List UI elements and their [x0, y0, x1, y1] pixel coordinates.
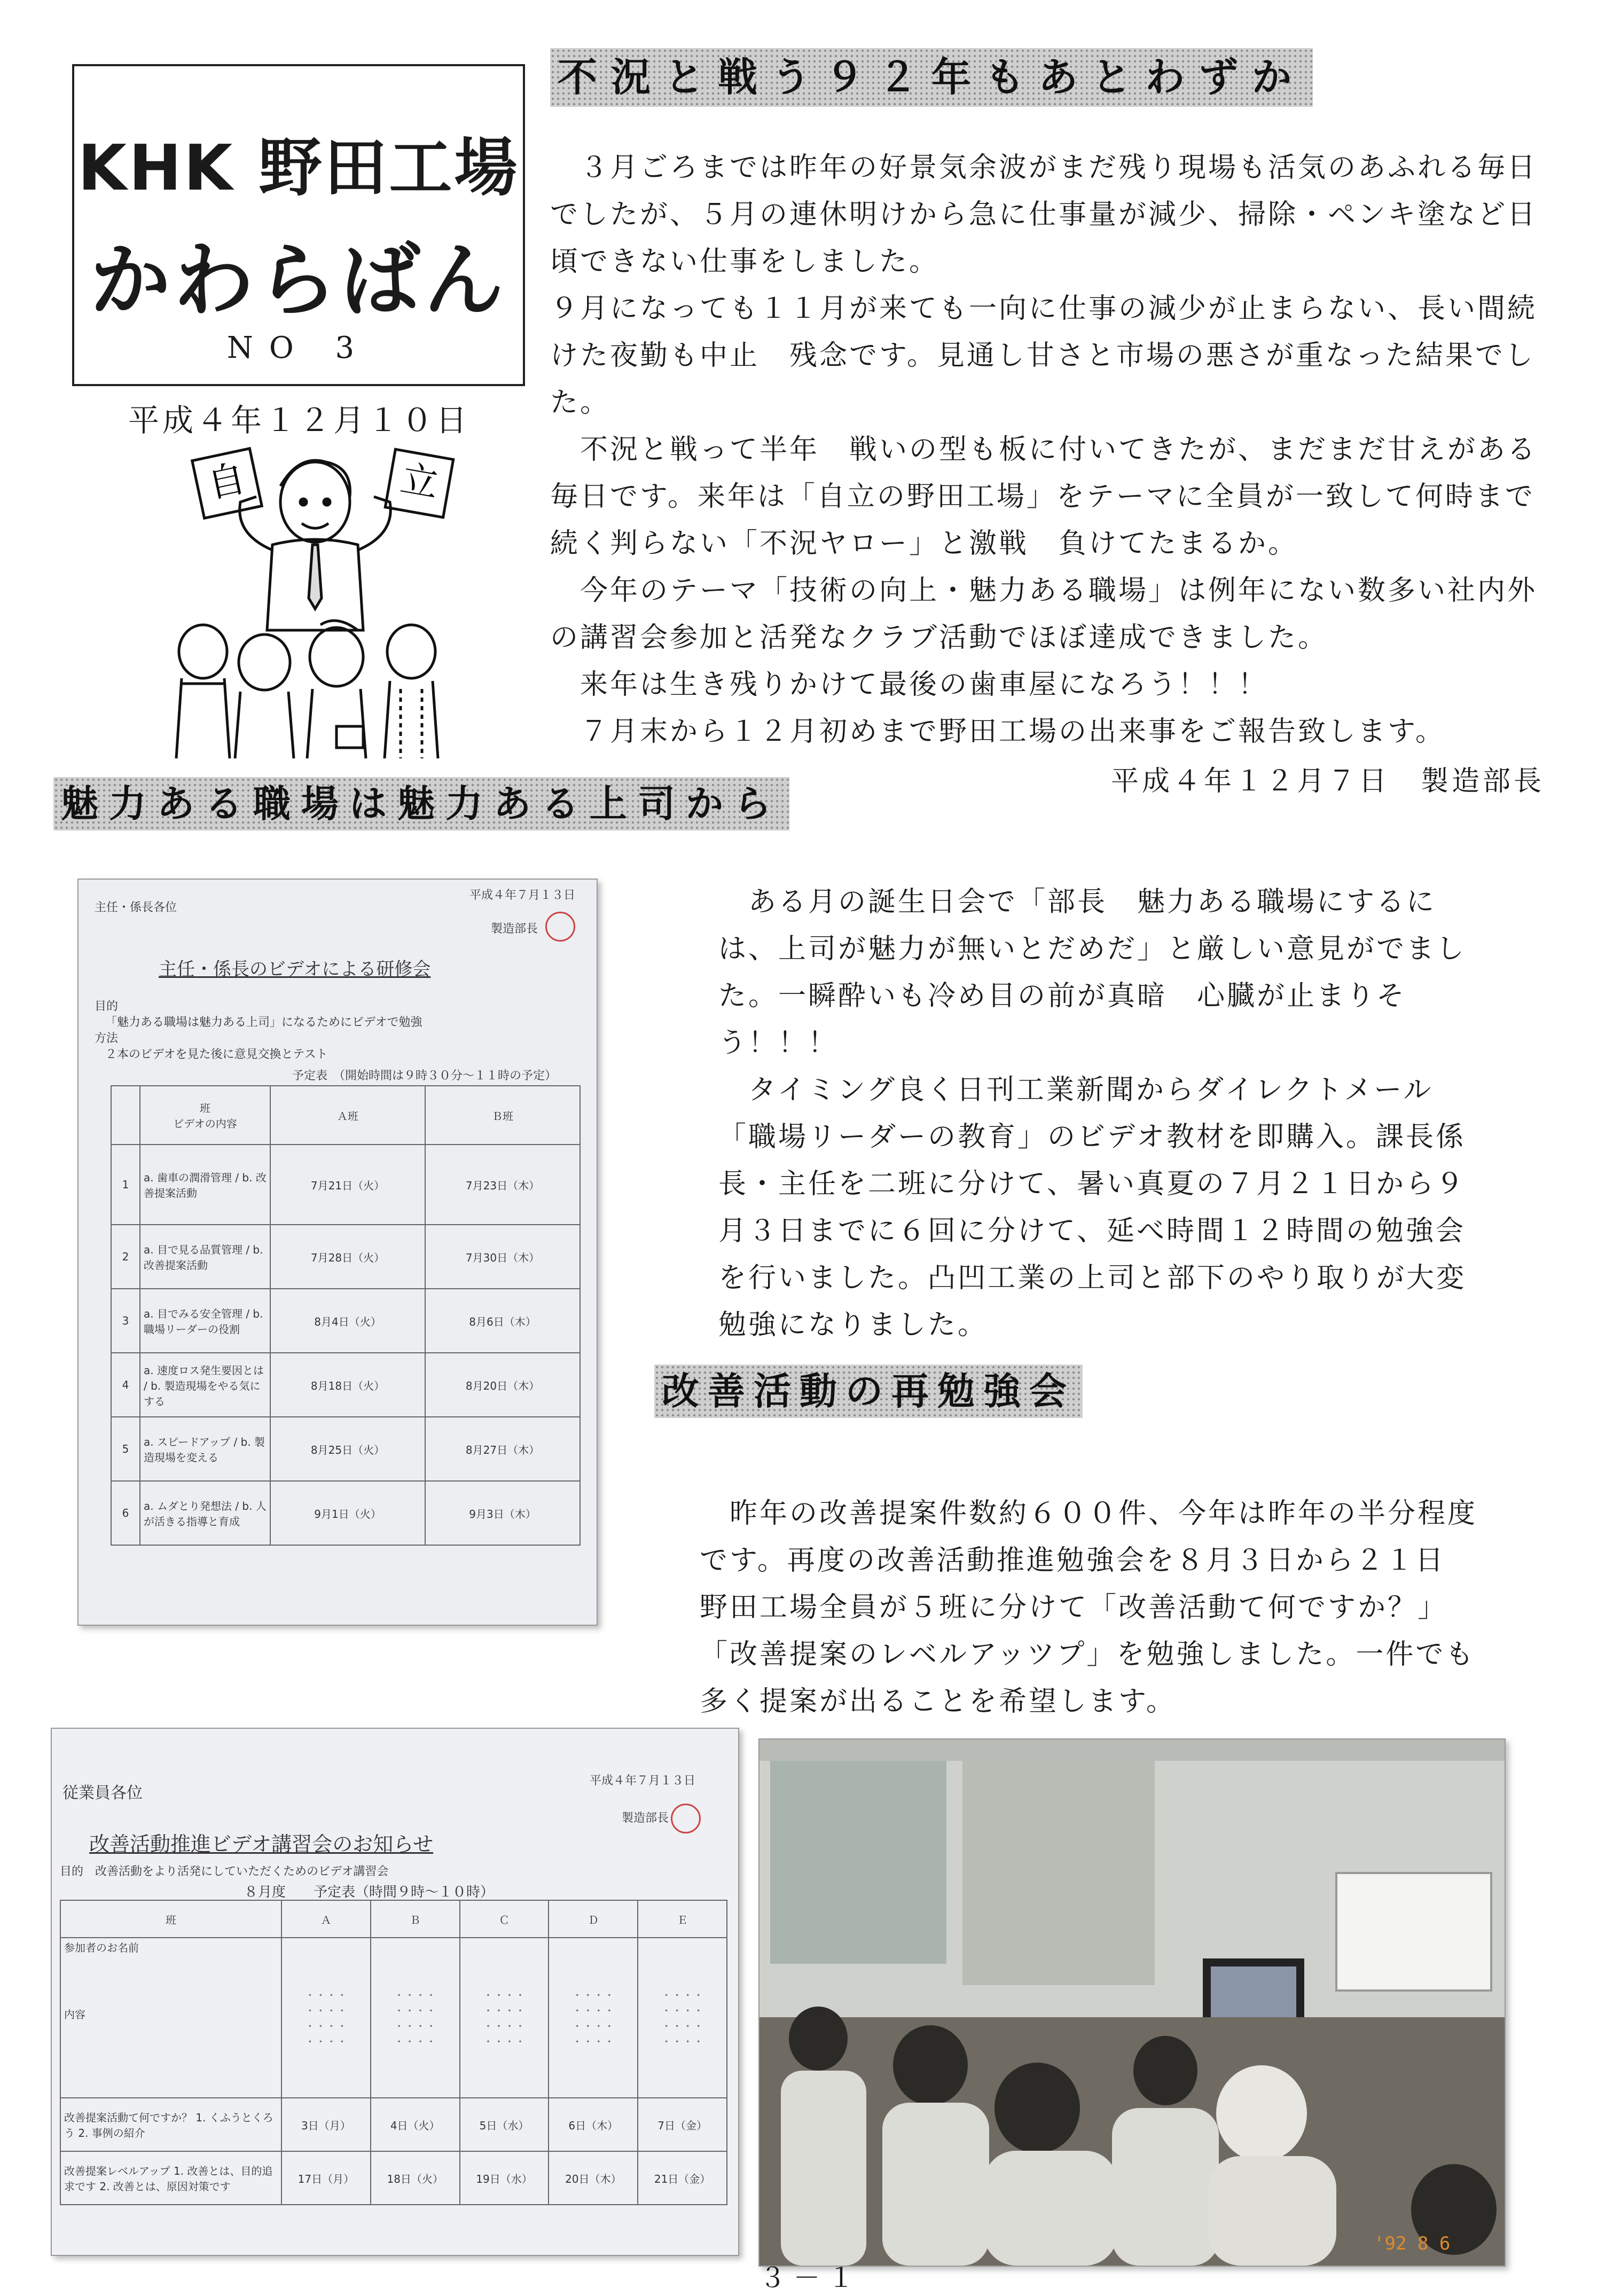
doc1-col-b: Ｂ班 [425, 1086, 580, 1145]
table-row [111, 1417, 580, 1481]
section1-paragraph: ７月末から１２月初めまで野田工場の出来事をご報告致します。 [550, 716, 1445, 748]
doc1-purpose-label: 目的 [95, 1000, 119, 1013]
table-row [60, 2151, 727, 2205]
sign-left-label: 自 [203, 456, 249, 507]
section1-paragraph: 来年は生き残りかけて最後の歯車屋になろう！！！ [550, 669, 1268, 701]
row-date: 5日（水） [460, 2098, 549, 2151]
row-date-a: 8月4日（火） [270, 1289, 425, 1353]
masthead-subtitle: かわらばん [90, 234, 507, 327]
row-date-b: 8月27日（木） [425, 1417, 580, 1481]
doc2-purpose: 目的 改善活動をより活発にしていただくためのビデオ講習会 [60, 1865, 389, 1878]
sign-right-label: 立 [397, 456, 442, 506]
masthead-box [72, 64, 525, 386]
doc2-col: Ｃ [460, 1900, 549, 1938]
doc2-col: Ｂ [371, 1900, 460, 1938]
table-row [111, 1145, 580, 1225]
doc1-col-a: Ａ班 [270, 1086, 425, 1145]
row-topic: a. 速度ロス発生要因とは / b. 製造現場をやる気にする [140, 1353, 270, 1417]
section3-body [700, 1490, 1490, 1725]
doc1-col-group: 班 [200, 1102, 210, 1115]
table-row [111, 1481, 580, 1545]
masthead-title: KHK 野田工場 [77, 131, 520, 205]
issue-date: 平成４年１２月１０日 [128, 402, 470, 438]
row-date: 20日（木） [549, 2151, 638, 2205]
doc1-purpose: 「魅力ある職場は魅力ある上司」になるためにビデオで勉強 [105, 1016, 422, 1029]
page-number: ３－１ [759, 2262, 862, 2293]
cartoon-illustration [166, 438, 465, 769]
row-date-b: 7月23日（木） [425, 1145, 580, 1225]
section3-heading: 改善活動の再勉強会 [654, 1365, 1083, 1418]
doc1-schedule-label: 予定表 （開始時間は９時３０分～１１時の予定） [292, 1069, 557, 1083]
doc2-content-label: 内容 [64, 2008, 85, 2021]
row-number: 2 [111, 1225, 140, 1289]
row-date: 6日（木） [549, 2098, 638, 2151]
doc2-col-group: 班 [60, 1900, 281, 1938]
section2-paragraph: タイミング良く日刊工業新聞からダイレクトメール「職場リーダーの教育」のビデオ教材を即購入。課長係長・主任を二班に分けて、暑い真夏の７月２１日から９月３日までに６回に分けて、延べ時間１２時間の勉強会を行いました。凸凹工業の上司と部下のやり取りが大変勉強になりました。 [718, 1074, 1467, 1341]
doc1-method-label: 方法 [95, 1032, 119, 1045]
row-topic: 改善提案レベルアップ 1. 改善とは、目的追求です 2. 改善とは、原因対策です [60, 2151, 281, 2205]
doc1-from: 製造部長 [490, 922, 538, 936]
table-row [111, 1353, 580, 1417]
row-date: 3日（月） [281, 2098, 371, 2151]
meeting-room-photo [758, 1738, 1506, 2267]
section2-heading: 魅力ある職場は魅力ある上司から [53, 777, 789, 830]
section3-paragraph: 昨年の改善提案件数約６００件、今年は昨年の半分程度です。再度の改善活動推進勉強会を８月３日から２１日 野田工場全員が５班に分けて「改善活動て何ですか？」「改善提案のレベルアッツプ」を勉強しました。一件でも多く提案が出ることを希望します。 [700, 1498, 1478, 1718]
row-date-b: 8月20日（木） [425, 1353, 580, 1417]
section1-paragraph: 今年のテーマ「技術の向上・魅力ある職場」は例年にない数多い社内外の講習会参加と活発なクラブ活動でほぼ達成できました。 [550, 575, 1538, 654]
row-topic: 改善提案活動て何ですか？ 1. くふうとくろう 2. 事例の紹介 [60, 2098, 281, 2151]
seal-stamp [545, 912, 575, 942]
doc2-col: Ｅ [638, 1900, 727, 1938]
doc1-schedule-table [111, 1085, 581, 1546]
row-date: 18日（火） [371, 2151, 460, 2205]
table-row [111, 1289, 580, 1353]
table-row [60, 2098, 727, 2151]
row-number: 4 [111, 1353, 140, 1417]
doc2-schedule-label: ８月度 予定表（時間９時～１０時） [244, 1884, 495, 1900]
training-schedule-photo [77, 879, 598, 1626]
section2-body [718, 879, 1487, 1349]
section1-body [550, 144, 1560, 755]
kaizen-notice-photo [51, 1728, 739, 2256]
doc1-method: ２本のビデオを見た後に意見交換とテスト [105, 1048, 328, 1061]
section1-heading: 不況と戦う９２年もあとわずか [550, 48, 1313, 107]
row-date-a: 9月1日（火） [270, 1481, 425, 1545]
doc2-from: 製造部長 [621, 1812, 669, 1825]
row-date-b: 9月3日（木） [425, 1481, 580, 1545]
doc1-to: 主任・係長各位 [95, 901, 177, 914]
row-number: 5 [111, 1417, 140, 1481]
row-number: 6 [111, 1481, 140, 1545]
doc2-col: Ｄ [549, 1900, 638, 1938]
row-topic: a. ムダとり発想法 / b. 人が活きる指導と育成 [140, 1481, 270, 1545]
row-topic: a. 目でみる安全管理 / b. 職場リーダーの役割 [140, 1289, 270, 1353]
row-date-a: 8月25日（火） [270, 1417, 425, 1481]
section1-paragraph: ９月になっても１１月が来ても一向に仕事の減少が止まらない、長い間続けた夜勤も中止 残念です。見通し甘さと市場の悪さが重なった結果でした。 [550, 293, 1538, 419]
row-date: 21日（金） [638, 2151, 727, 2205]
doc2-title: 改善活動推進ビデオ講習会のお知らせ [89, 1832, 434, 1856]
row-date: 17日（月） [281, 2151, 371, 2205]
table-row [111, 1225, 580, 1289]
row-date-a: 7月28日（火） [270, 1225, 425, 1289]
row-topic: a. 歯車の潤滑管理 / b. 改善提案活動 [140, 1145, 270, 1225]
meeting-room-scene [759, 1739, 1505, 2266]
photo-timestamp: '92 8 6 [1374, 2233, 1451, 2254]
doc1-title: 主任・係長のビデオによる研修会 [159, 959, 431, 980]
section2-paragraph: ある月の誕生日会で「部長 魅力ある職場にするには、上司が魅力が無いとだめだ」と厳しい意見がでました。一瞬酔いも冷め目の前が真暗 心臓が止まりそう！！！ [718, 886, 1467, 1059]
doc2-schedule-table: 班 Ａ Ｂ Ｃ Ｄ Ｅ 参加者のお名前 内容 ・・・・ ・・・・ ・・・・ ・・・・ ・・・・ ・・・・ ・・・・ ・・・・ ・・・・ ・・・・ ・・・・ ・・・・ ・・・・ ・・・・ ・・・・ ・・・・ ・・・・ ・・・・ ・・・・ ・・・・ 改善提案活動て何ですか？ 1. くふうとくろう 2. 事例の紹介 3日（月） 4日（火） 5日（水） 6日（木） 7日（金） 改善提案レベルアップ 1. 改善とは、目的追求です 2. 改善とは、原因対策です 17日（月） 18日（火） 19日（水） 20日（木） 21日（金） [60, 1900, 727, 2205]
section1-paragraph: ３月ごろまでは昨年の好景気余波がまだ残り現場も活気のあふれる毎日でしたが、５月の連休明けから急に仕事量が減少、掃除・ペンキ塗など日頃できない仕事をしました。 [550, 152, 1538, 278]
row-topic: a. 目で見る品質管理 / b. 改善提案活動 [140, 1225, 270, 1289]
doc2-date: 平成４年７月１３日 [589, 1774, 695, 1788]
row-date: 7日（金） [638, 2098, 727, 2151]
seal-stamp [671, 1804, 701, 1833]
row-date-a: 7月21日（火） [270, 1145, 425, 1225]
doc1-row-label: ビデオの内容 [173, 1117, 237, 1130]
row-date: 4日（火） [371, 2098, 460, 2151]
doc2-col: Ａ [281, 1900, 371, 1938]
row-date-b: 8月6日（木） [425, 1289, 580, 1353]
row-topic: a. スピードアップ / b. 製造現場を変える [140, 1417, 270, 1481]
doc2-participants-label: 参加者のお名前 [64, 1941, 139, 1954]
issue-number: NO 3 [226, 331, 371, 365]
row-number: 1 [111, 1145, 140, 1225]
row-number: 3 [111, 1289, 140, 1353]
doc2-to: 従業員各位 [62, 1784, 143, 1803]
doc1-date: 平成４年７月１３日 [469, 889, 575, 902]
row-date-a: 8月18日（火） [270, 1353, 425, 1417]
row-date-b: 7月30日（木） [425, 1225, 580, 1289]
section1-paragraph: 不況と戦って半年 戦いの型も板に付いてきたが、まだまだ甘えがある毎日です。来年は「自立の野田工場」をテーマに全員が一致して何時まで続く判らない「不況ヤロー」と激戦 負けてたまるか。 [550, 434, 1538, 560]
row-date: 19日（水） [460, 2151, 549, 2205]
section1-signature: 平成４年１２月７日 製造部長 [1111, 765, 1545, 797]
